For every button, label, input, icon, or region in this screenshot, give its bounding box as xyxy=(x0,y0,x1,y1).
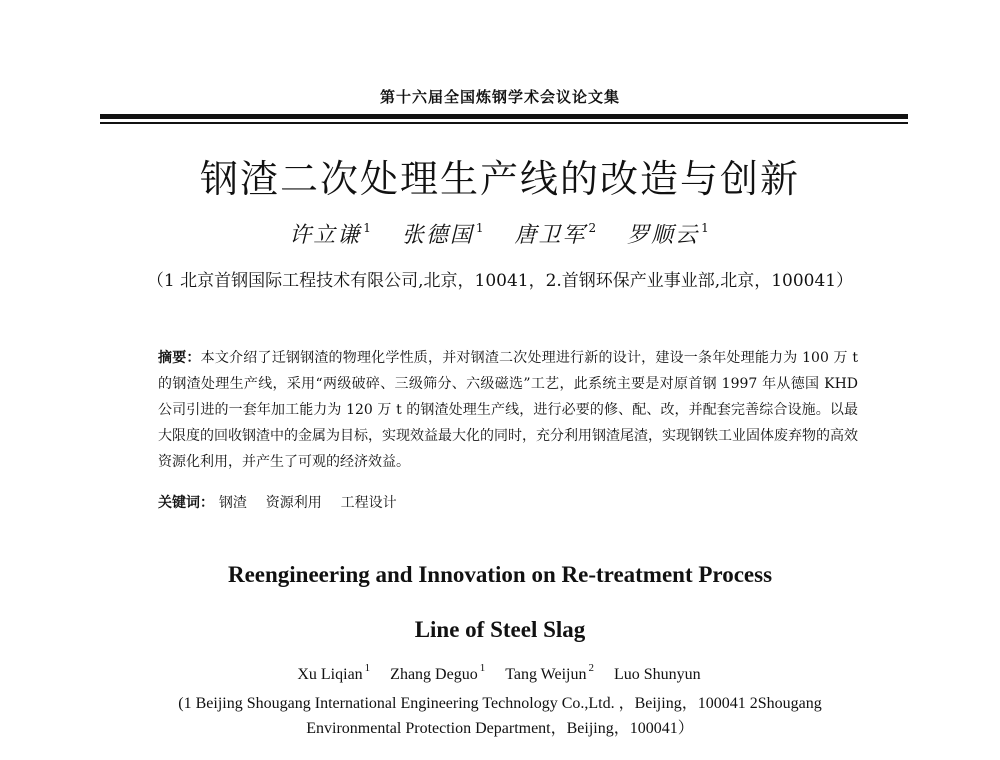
author-en-name: Tang Weijun xyxy=(505,666,587,683)
author-en-name: Luo Shunyun xyxy=(613,666,701,683)
author-cn-name: 张德国 xyxy=(401,223,474,248)
author-en-sup: 2 xyxy=(588,662,594,674)
paper-title-cn: 钢渣二次处理生产线的改造与创新 xyxy=(199,157,800,201)
keyword: 工程设计 xyxy=(340,495,397,511)
affiliation-cn: （1 北京首钢国际工程技术有限公司,北京，10041，2.首钢环保产业事业部,北京，100041） xyxy=(146,271,854,291)
author-cn xyxy=(627,223,711,248)
abstract-cn xyxy=(158,345,858,475)
affiliation-en xyxy=(0,691,1000,741)
author-en xyxy=(505,662,594,683)
author-en-sup: 1 xyxy=(479,662,486,674)
author-en-name: Zhang Deguo xyxy=(390,666,478,683)
authors-en xyxy=(0,662,1000,684)
author-en-name: Xu Liqian xyxy=(297,666,363,683)
author-cn-name: 许立谦 xyxy=(289,223,362,248)
author-en xyxy=(297,662,371,683)
author-en xyxy=(614,666,703,683)
author-cn xyxy=(289,223,373,248)
author-cn-sup: 1 xyxy=(701,221,711,235)
author-cn xyxy=(515,223,599,248)
authors-cn xyxy=(0,218,1000,249)
header-rule-thick xyxy=(100,114,908,119)
affiliation-en-line2: Environmental Protection Department，Beijing，100041） xyxy=(306,720,694,737)
author-cn xyxy=(402,223,486,248)
keyword: 钢渣 xyxy=(218,495,247,511)
abstract-label: 摘要： xyxy=(158,350,201,366)
author-cn-name: 唐卫军 xyxy=(514,223,587,248)
author-cn-sup: 2 xyxy=(588,221,599,235)
affiliation-en-line1: (1 Beijing Shougang International Engineering Technology Co.,Ltd. ，Beijing，100041 2Shougang xyxy=(178,695,822,712)
author-en xyxy=(390,662,486,683)
paper-title-en-line1: Reengineering and Innovation on Re-treatment Process xyxy=(227,562,773,587)
author-cn-name: 罗顺云 xyxy=(627,223,700,248)
author-cn-sup: 1 xyxy=(475,221,486,235)
header-rule-thin xyxy=(100,122,908,124)
keywords-cn xyxy=(158,492,858,512)
author-cn-sup: 1 xyxy=(363,221,373,235)
keyword: 资源利用 xyxy=(265,495,322,511)
paper-title-en-line2: Line of Steel Slag xyxy=(414,617,586,642)
abstract-text: 本文介绍了迁钢钢渣的物理化学性质，并对钢渣二次处理进行新的设计，建设一条年处理能力为 100 万 t 的钢渣处理生产线，采用“两级破碎、三级筛分、六级磁选”工艺，此系统主要是对原首钢 1997 年从德国 KHD 公司引进的一套年加工能力为 120 万 t 的钢渣处理生产线，进行必要的修、配、改，并配套完善综合设施。以最大限度的回收钢渣中的金属为目标，实现效益最大化的同时，充分利用钢渣尾渣，实现钢铁工业固体废弃物的高效资源化利用，并产生了可观的经济效益。 xyxy=(158,350,859,470)
proceedings-header: 第十六届全国炼钢学术会议论文集 xyxy=(379,88,620,106)
author-en-sup: 1 xyxy=(364,662,371,674)
keywords-label: 关键词： xyxy=(158,495,214,511)
